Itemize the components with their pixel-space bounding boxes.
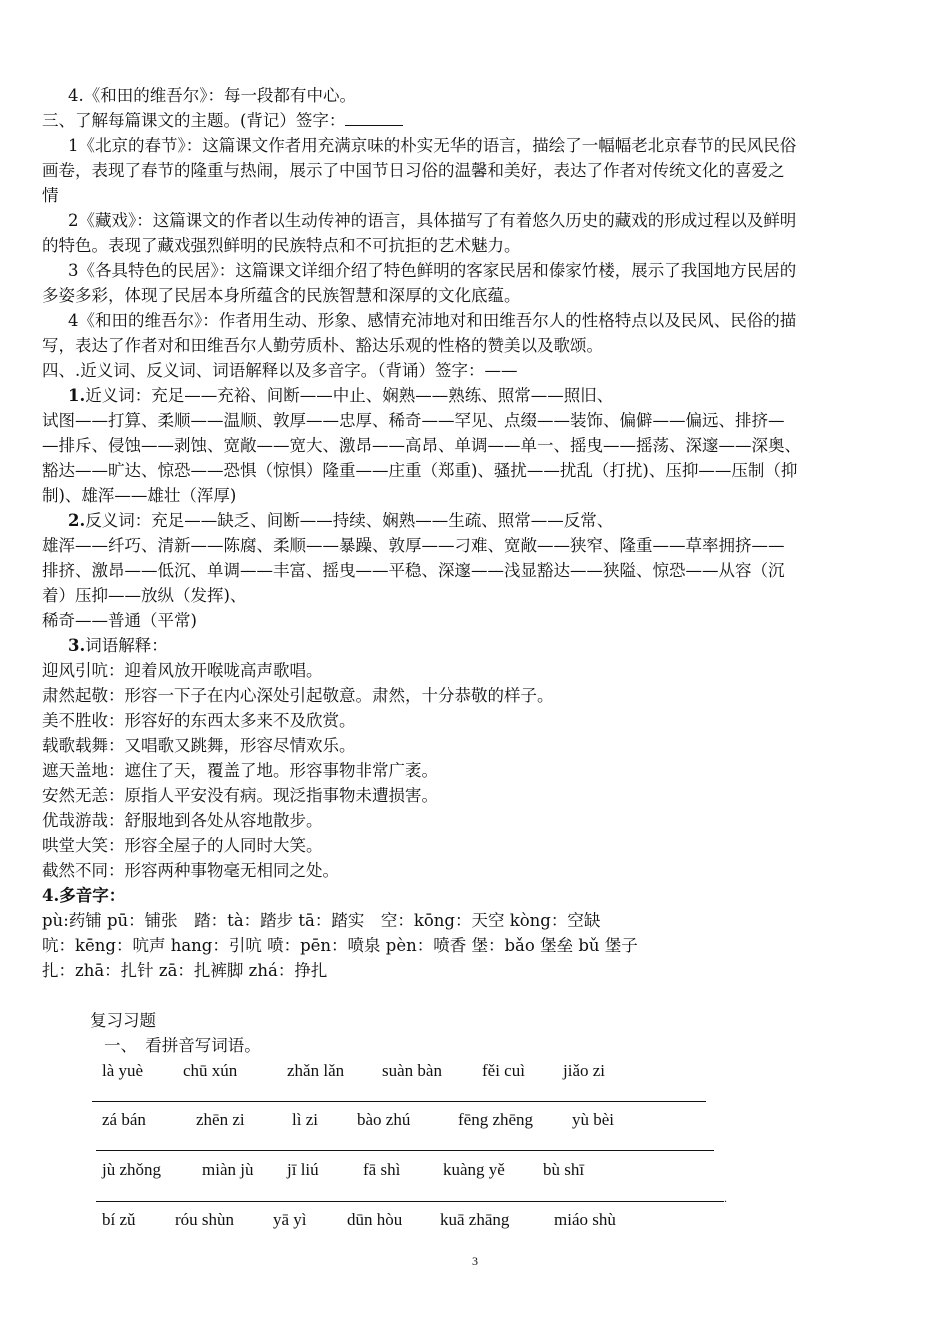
text-line: 4《和田的维吾尔》：作者用生动、形象、感情充沛地对和田维吾尔人的性格特点以及民风、民俗的描 xyxy=(68,311,797,330)
heading-text: 三、了解每篇课文的主题。(背记）签字： xyxy=(42,111,346,130)
subheading-synonyms xyxy=(68,386,918,406)
subheading-number: 3. xyxy=(68,636,86,655)
text-line: 3《各具特色的民居》：这篇课文详细介绍了特色鲜明的客家民居和傣家竹楼，展示了我国地方民居的 xyxy=(68,261,797,280)
definition-line: 优哉游哉：舒服地到各处从容地散步。 xyxy=(42,811,323,830)
pinyin-word: miáo shù xyxy=(554,1210,616,1229)
subheading-number: 2. xyxy=(68,511,86,530)
pinyin-word: zhǎn lǎn xyxy=(287,1061,345,1080)
answer-line xyxy=(96,1150,714,1151)
text-line: 2《藏戏》：这篇课文的作者以生动传神的语言，具体描写了有着悠久历史的藏戏的形成过程以及鲜明 xyxy=(68,211,797,230)
subheading-polyphones: 4.多音字： xyxy=(42,886,126,905)
signature-blank xyxy=(345,111,403,126)
pinyin-word: dūn hòu xyxy=(347,1210,403,1229)
pinyin-word: yù bèi xyxy=(572,1110,615,1129)
definition-line: 安然无恙：原指人平安没有病。现泛指事物未遭损害。 xyxy=(42,786,438,805)
text-line: 情 xyxy=(42,186,59,205)
pinyin-word: jiǎo zi xyxy=(563,1061,606,1080)
section-heading: 四、.近义词、反义词、词语解释以及多音字。（背诵）签字：—— xyxy=(42,361,518,380)
text-line: 写，表达了作者对和田维吾尔人勤劳质朴、豁达乐观的性格的赞美以及歌颂。 xyxy=(42,336,603,355)
answer-line xyxy=(92,1101,706,1102)
definition-line: 遮天盖地：遮住了天，覆盖了地。形容事物非常广袤。 xyxy=(42,761,438,780)
pinyin-word: yā yì xyxy=(273,1210,307,1229)
text-line: 1《北京的春节》：这篇课文作者用充满京味的朴实无华的语言，描绘了一幅幅老北京春节的民风民俗 xyxy=(68,136,797,155)
pinyin-word: zhēn zi xyxy=(196,1110,245,1129)
definition-line: 美不胜收：形容好的东西太多来不及欣赏。 xyxy=(42,711,356,730)
text-line: 多姿多彩，体现了民居本身所蕴含的民族智慧和深厚的文化底蕴。 xyxy=(42,286,521,305)
pinyin-word: chū xún xyxy=(183,1061,238,1080)
page-number: 3 xyxy=(472,1254,478,1268)
subheading-text: 词语解释： xyxy=(85,636,168,655)
pinyin-word: jī liú xyxy=(287,1160,319,1179)
definition-line: 载歌载舞：又唱歌又跳舞，形容尽情欢乐。 xyxy=(42,736,356,755)
text-line: 4.《和田的维吾尔》：每一段都有中心。 xyxy=(68,86,356,105)
pinyin-word: fēng zhēng xyxy=(458,1110,534,1129)
text-line: 豁达——旷达、惊恐——恐惧（惊惧）隆重——庄重（郑重)、骚扰——扰乱（打扰)、压抑——压制（抑 xyxy=(42,461,798,480)
text-line: 画卷，表现了春节的隆重与热闹，展示了中国节日习俗的温馨和美好，表达了作者对传统文化的喜爱之 xyxy=(42,161,785,180)
polyphone-line: pù:药铺 pū：铺张 踏：tà：踏步 tā：踏实 空：kōng：天空 kòng：空缺 xyxy=(42,911,601,930)
text-line: 雄浑——纤巧、清新——陈腐、柔顺——暴躁、敦厚——刁难、宽敞——狭窄、隆重——草率拥挤—— xyxy=(42,536,785,555)
pinyin-word: lì zi xyxy=(292,1110,318,1129)
definition-line: 截然不同：形容两种事物毫无相同之处。 xyxy=(42,861,339,880)
exercise-section: 一、 看拼音写词语。 xyxy=(104,1036,261,1055)
pinyin-word: fěi cuì xyxy=(482,1061,525,1080)
pinyin-word: bí zǔ xyxy=(102,1210,136,1229)
pinyin-word: róu shùn xyxy=(175,1210,235,1229)
text-line: 的特色。表现了藏戏强烈鲜明的民族特点和不可抗拒的艺术魅力。 xyxy=(42,236,521,255)
text-line: 稀奇——普通（平常) xyxy=(42,611,197,630)
pinyin-word: bào zhú xyxy=(357,1110,411,1129)
pinyin-word: là yuè xyxy=(102,1061,144,1080)
pinyin-word: kuā zhāng xyxy=(440,1210,510,1229)
pinyin-word: miàn jù xyxy=(202,1160,254,1179)
pinyin-word: bù shī xyxy=(543,1160,585,1179)
pinyin-word: fā shì xyxy=(363,1160,401,1179)
subheading-definitions xyxy=(68,636,918,656)
text-line: —排斥、侵蚀——剥蚀、宽敞——宽大、激昂——高昂、单调——单一、摇曳——摇荡、深邃——深奥、 xyxy=(42,436,801,455)
text-line: 着）压抑——放纵（发挥)、 xyxy=(42,586,247,605)
text-line: 排挤、激昂——低沉、单调——丰富、摇曳——平稳、深邃——浅显豁达——狭隘、惊恐——从容（沉 xyxy=(42,561,785,580)
pinyin-word: suàn bàn xyxy=(382,1061,442,1080)
subheading-text: 反义词：充足——缺乏、间断——持续、娴熟——生疏、照常——反常、 xyxy=(85,511,614,530)
pinyin-word: kuàng yě xyxy=(443,1160,505,1179)
pinyin-word: jù zhǒng xyxy=(102,1160,162,1179)
polyphone-line: 吭：kēng：吭声 hang：引吭 喷：pēn：喷泉 pèn：喷香 堡：bǎo 堡垒 bǔ 堡子 xyxy=(42,936,638,955)
answer-line xyxy=(96,1201,724,1202)
definition-line: 迎风引吭：迎着风放开喉咙高声歌唱。 xyxy=(42,661,323,680)
subheading-text: 近义词：充足——充裕、间断——中止、娴熟——熟练、照常——照旧、 xyxy=(85,386,614,405)
subheading-antonyms xyxy=(68,511,918,531)
text-line: 制)、雄浑——雄壮（浑厚) xyxy=(42,486,237,505)
definition-line: 哄堂大笑：形容全屋子的人同时大笑。 xyxy=(42,836,323,855)
exercise-title: 复习习题 xyxy=(90,1011,156,1030)
subheading-number: 1. xyxy=(68,386,86,405)
section-heading xyxy=(42,111,918,131)
definition-line: 肃然起敬：形容一下子在内心深处引起敬意。肃然，十分恭敬的样子。 xyxy=(42,686,554,705)
polyphone-line: 扎：zhā：扎针 zā：扎裤脚 zhá：挣扎 xyxy=(42,961,328,980)
trailing-mark: . xyxy=(724,1191,727,1205)
pinyin-word: zá bán xyxy=(102,1110,146,1129)
text-line: 试图——打算、柔顺——温顺、敦厚——忠厚、稀奇——罕见、点缀——装饰、偏僻——偏远、排挤— xyxy=(42,411,785,430)
